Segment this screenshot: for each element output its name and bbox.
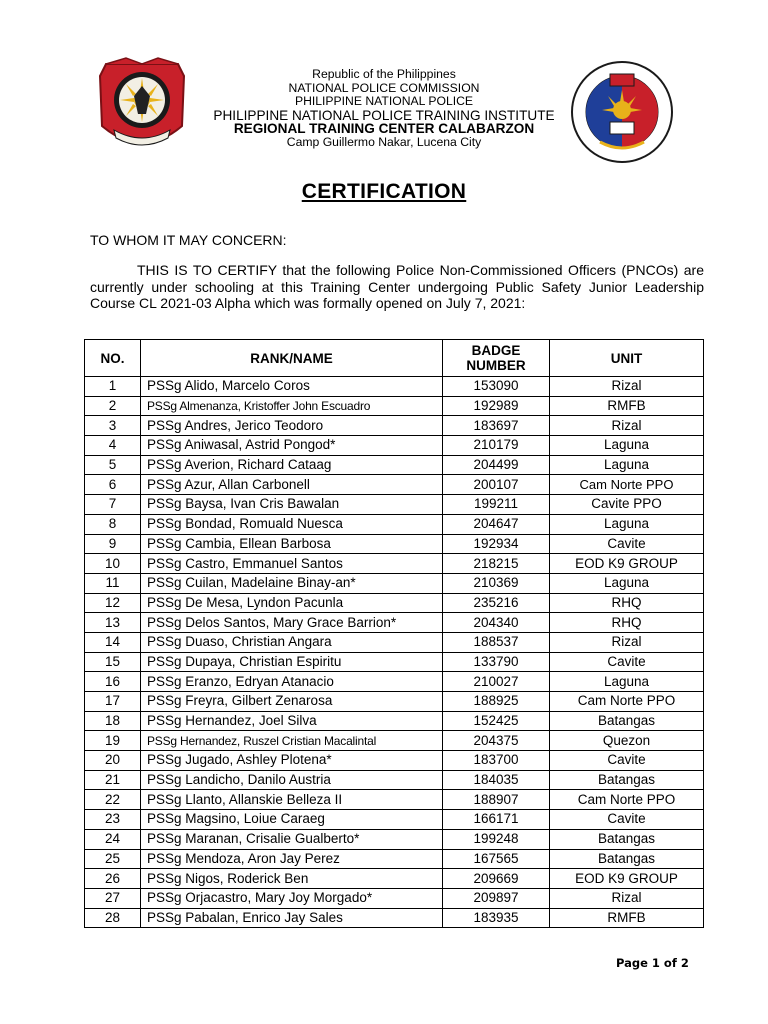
table-row [85, 455, 704, 475]
row-unit: Batangas [550, 770, 704, 790]
row-rank-name: PSSg Pabalan, Enrico Jay Sales [141, 908, 443, 928]
header-republic: Republic of the Philippines [312, 67, 456, 81]
table-row [85, 751, 704, 771]
row-no: 27 [85, 888, 141, 908]
row-badge-number: 218215 [443, 554, 550, 574]
row-badge-number: 204375 [443, 731, 550, 751]
row-rank-name: PSSg Duaso, Christian Angara [141, 632, 443, 652]
table-row [85, 514, 704, 534]
row-no: 14 [85, 632, 141, 652]
certification-body: THIS IS TO CERTIFY that the following Police Non-Commissioned Officers (PNCOs) are currently under schooling at this Training Center undergoing Public Safety Junior Leadership Course CL 2021-03 Alpha which was formally opened on July 7, 2021: [90, 262, 704, 311]
table-row [85, 711, 704, 731]
pnpti-seal-icon [570, 60, 674, 164]
column-header-unit: UNIT [550, 340, 704, 377]
row-badge-number: 209669 [443, 869, 550, 889]
row-rank-name: PSSg Nigos, Roderick Ben [141, 869, 443, 889]
row-unit: Cavite PPO [550, 495, 704, 515]
row-rank-name: PSSg Aniwasal, Astrid Pongod* [141, 436, 443, 456]
row-no: 13 [85, 613, 141, 633]
row-no: 6 [85, 475, 141, 495]
row-badge-number: 192934 [443, 534, 550, 554]
column-header-badge-number: BADGE NUMBER [443, 340, 550, 377]
row-unit: Laguna [550, 436, 704, 456]
row-unit: RMFB [550, 396, 704, 416]
row-no: 19 [85, 731, 141, 751]
document-title: CERTIFICATION [301, 180, 467, 203]
row-no: 21 [85, 770, 141, 790]
table-row [85, 573, 704, 593]
row-badge-number: 133790 [443, 652, 550, 672]
table-row [85, 534, 704, 554]
row-rank-name: PSSg Mendoza, Aron Jay Perez [141, 849, 443, 869]
pnp-seal-icon [96, 56, 188, 158]
row-badge-number: 183935 [443, 908, 550, 928]
row-rank-name: PSSg Andres, Jerico Teodoro [141, 416, 443, 436]
row-unit: Laguna [550, 672, 704, 692]
row-badge-number: 183700 [443, 751, 550, 771]
row-badge-number: 184035 [443, 770, 550, 790]
row-badge-number: 166171 [443, 810, 550, 830]
row-rank-name: PSSg Freyra, Gilbert Zenarosa [141, 692, 443, 712]
row-rank-name: PSSg Alido, Marcelo Coros [141, 377, 443, 397]
table-row [85, 436, 704, 456]
row-badge-number: 188537 [443, 632, 550, 652]
table-row [85, 632, 704, 652]
row-unit: Batangas [550, 711, 704, 731]
row-rank-name: PSSg Cuilan, Madelaine Binay-an* [141, 573, 443, 593]
row-no: 17 [85, 692, 141, 712]
row-unit: Rizal [550, 377, 704, 397]
table-row [85, 396, 704, 416]
row-badge-number: 153090 [443, 377, 550, 397]
row-rank-name: PSSg Delos Santos, Mary Grace Barrion* [141, 613, 443, 633]
table-row [85, 731, 704, 751]
row-unit: EOD K9 GROUP [550, 554, 704, 574]
row-no: 9 [85, 534, 141, 554]
row-unit: RMFB [550, 908, 704, 928]
row-badge-number: 210179 [443, 436, 550, 456]
row-unit: Laguna [550, 455, 704, 475]
row-unit: Cam Norte PPO [550, 475, 704, 495]
row-no: 25 [85, 849, 141, 869]
row-unit: Cavite [550, 751, 704, 771]
row-unit: Cavite [550, 534, 704, 554]
table-row [85, 829, 704, 849]
row-badge-number: 210027 [443, 672, 550, 692]
row-badge-number: 167565 [443, 849, 550, 869]
row-no: 5 [85, 455, 141, 475]
table-row [85, 810, 704, 830]
row-unit: Cam Norte PPO [550, 790, 704, 810]
row-rank-name: PSSg Dupaya, Christian Espiritu [141, 652, 443, 672]
row-no: 4 [85, 436, 141, 456]
row-badge-number: 199211 [443, 495, 550, 515]
column-header-no: NO. [85, 340, 141, 377]
row-rank-name: PSSg Castro, Emmanuel Santos [141, 554, 443, 574]
header-address: Camp Guillermo Nakar, Lucena City [286, 134, 482, 149]
table-row [85, 652, 704, 672]
row-badge-number: 204499 [443, 455, 550, 475]
row-no: 23 [85, 810, 141, 830]
row-badge-number: 188907 [443, 790, 550, 810]
row-no: 18 [85, 711, 141, 731]
row-no: 15 [85, 652, 141, 672]
row-rank-name: PSSg De Mesa, Lyndon Pacunla [141, 593, 443, 613]
row-no: 8 [85, 514, 141, 534]
table-row [85, 554, 704, 574]
page-number: Page 1 of 2 [616, 956, 689, 970]
row-no: 24 [85, 829, 141, 849]
row-unit: Batangas [550, 829, 704, 849]
row-no: 16 [85, 672, 141, 692]
column-header-rank-name: RANK/NAME [141, 340, 443, 377]
row-no: 3 [85, 416, 141, 436]
row-rank-name: PSSg Azur, Allan Carbonell [141, 475, 443, 495]
row-rank-name: PSSg Baysa, Ivan Cris Bawalan [141, 495, 443, 515]
row-no: 11 [85, 573, 141, 593]
table-row [85, 849, 704, 869]
header-pnp: PHILIPPINE NATIONAL POLICE [294, 94, 474, 109]
header-napolcom: NATIONAL POLICE COMMISSION [288, 80, 480, 95]
row-unit: Laguna [550, 514, 704, 534]
row-no: 2 [85, 396, 141, 416]
row-rank-name: PSSg Orjacastro, Mary Joy Morgado* [141, 888, 443, 908]
table-row [85, 613, 704, 633]
row-unit: EOD K9 GROUP [550, 869, 704, 889]
table-row [85, 790, 704, 810]
row-unit: Cam Norte PPO [550, 692, 704, 712]
row-badge-number: 152425 [443, 711, 550, 731]
row-unit: RHQ [550, 613, 704, 633]
row-rank-name: PSSg Eranzo, Edryan Atanacio [141, 672, 443, 692]
row-unit: Rizal [550, 888, 704, 908]
row-no: 22 [85, 790, 141, 810]
row-badge-number: 188925 [443, 692, 550, 712]
row-badge-number: 204340 [443, 613, 550, 633]
row-no: 10 [85, 554, 141, 574]
table-row [85, 672, 704, 692]
table-header-row [85, 340, 704, 377]
row-no: 7 [85, 495, 141, 515]
row-unit: Cavite [550, 652, 704, 672]
row-rank-name: PSSg Jugado, Ashley Plotena* [141, 751, 443, 771]
row-unit: Batangas [550, 849, 704, 869]
row-unit: RHQ [550, 593, 704, 613]
row-badge-number: 209897 [443, 888, 550, 908]
row-rank-name: PSSg Magsino, Loiue Caraeg [141, 810, 443, 830]
table-row [85, 495, 704, 515]
pnco-table [84, 339, 704, 928]
row-rank-name: PSSg Maranan, Crisalie Gualberto* [141, 829, 443, 849]
row-unit: Rizal [550, 416, 704, 436]
row-badge-number: 235216 [443, 593, 550, 613]
table-row [85, 377, 704, 397]
row-unit: Rizal [550, 632, 704, 652]
row-rank-name: PSSg Llanto, Allanskie Belleza II [141, 790, 443, 810]
header-institute: PHILIPPINE NATIONAL POLICE TRAINING INSTITUTE [213, 107, 555, 123]
table-row [85, 692, 704, 712]
row-unit: Cavite [550, 810, 704, 830]
header-regional-center: REGIONAL TRAINING CENTER CALABARZON [233, 121, 535, 137]
row-badge-number: 200107 [443, 475, 550, 495]
row-no: 26 [85, 869, 141, 889]
row-badge-number: 192989 [443, 396, 550, 416]
row-rank-name: PSSg Almenanza, Kristoffer John Escuadro [141, 396, 443, 416]
salutation: TO WHOM IT MAY CONCERN: [90, 232, 287, 248]
row-badge-number: 204647 [443, 514, 550, 534]
row-rank-name: PSSg Averion, Richard Cataag [141, 455, 443, 475]
row-rank-name: PSSg Landicho, Danilo Austria [141, 770, 443, 790]
row-rank-name: PSSg Bondad, Romuald Nuesca [141, 514, 443, 534]
table-row [85, 869, 704, 889]
row-rank-name: PSSg Cambia, Ellean Barbosa [141, 534, 443, 554]
row-rank-name: PSSg Hernandez, Joel Silva [141, 711, 443, 731]
row-no: 20 [85, 751, 141, 771]
table-row [85, 593, 704, 613]
row-no: 28 [85, 908, 141, 928]
row-badge-number: 199248 [443, 829, 550, 849]
table-row [85, 908, 704, 928]
row-badge-number: 210369 [443, 573, 550, 593]
table-row [85, 770, 704, 790]
table-row [85, 475, 704, 495]
table-row [85, 888, 704, 908]
letterhead [190, 68, 578, 150]
row-unit: Quezon [550, 731, 704, 751]
row-no: 1 [85, 377, 141, 397]
row-rank-name: PSSg Hernandez, Ruszel Cristian Macalintal [141, 731, 443, 751]
row-unit: Laguna [550, 573, 704, 593]
table-row [85, 416, 704, 436]
row-no: 12 [85, 593, 141, 613]
row-badge-number: 183697 [443, 416, 550, 436]
